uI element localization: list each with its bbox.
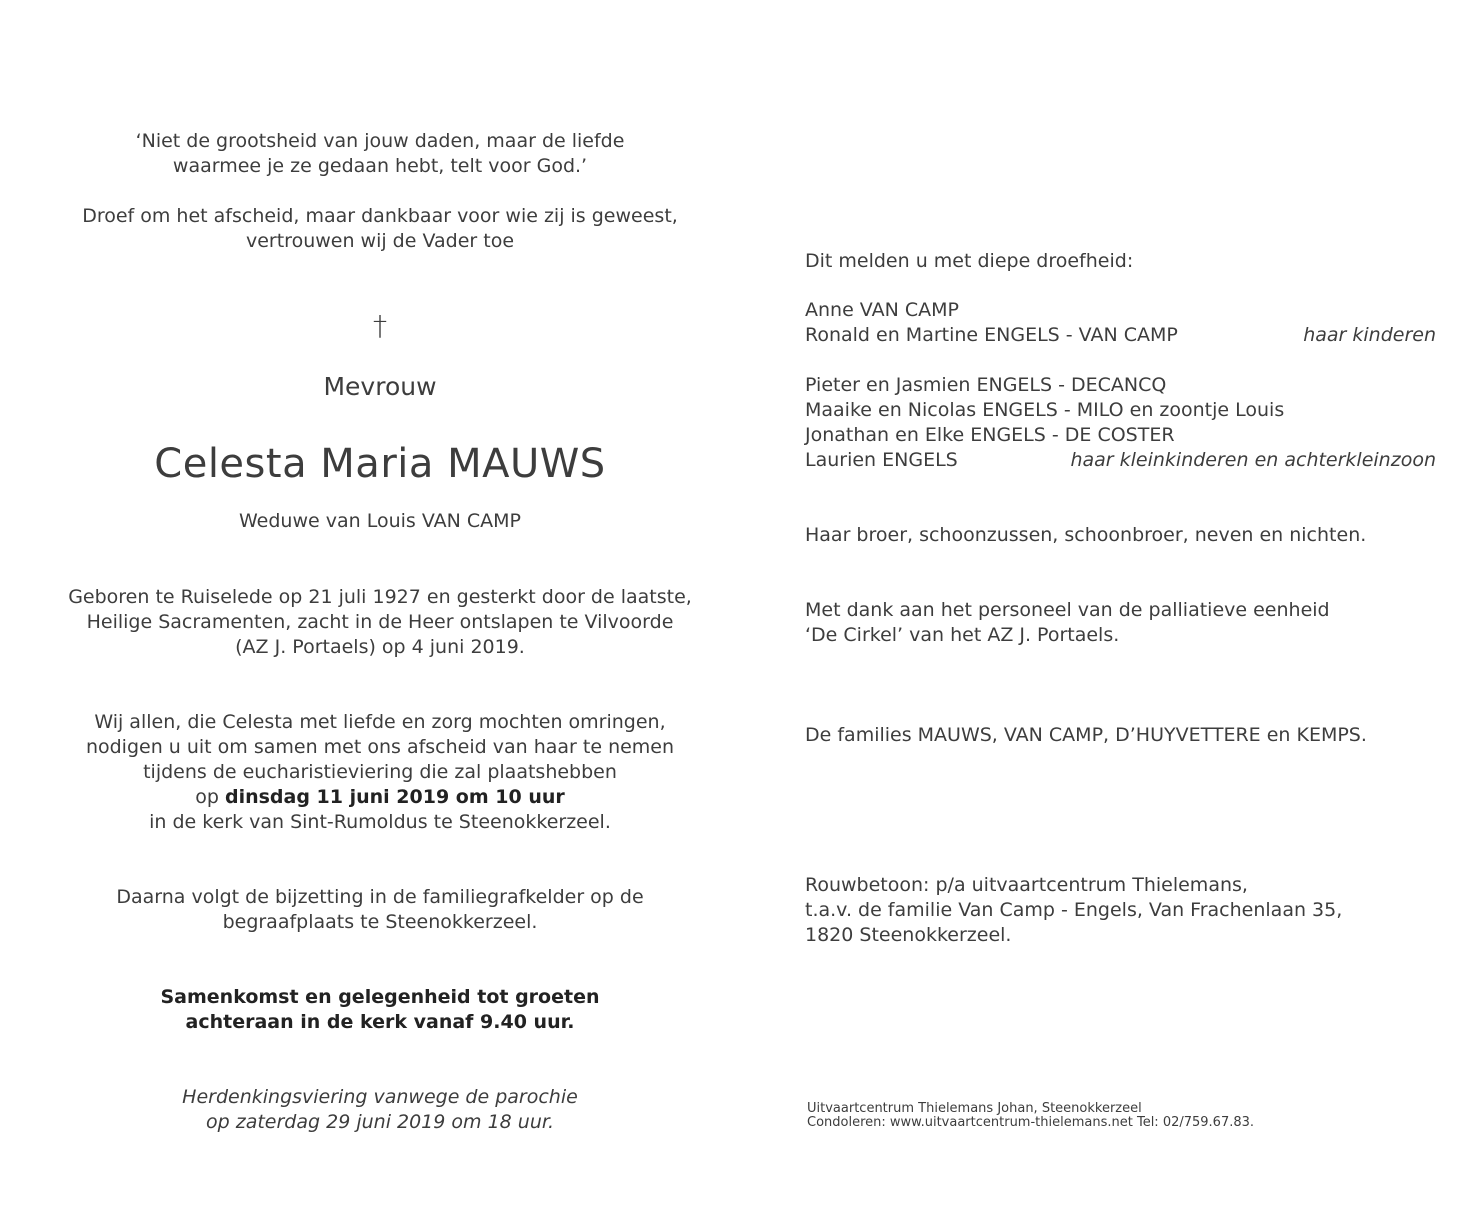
intro-line: vertrouwen wij de Vader toe <box>245 230 515 252</box>
memorial-line: op zaterdag 29 juni 2019 om 18 uur. <box>206 1111 554 1133</box>
families-line: De families MAUWS, VAN CAMP, D’HUYVETTERE en KEMPS. <box>805 724 1367 746</box>
invitation-line: tijdens de eucharistieviering die zal plaatshebben <box>143 761 617 783</box>
thanks-block <box>805 598 1445 648</box>
announcement: Dit melden u met diepe droefheid: <box>805 250 1134 272</box>
memorial-block <box>40 1085 720 1135</box>
family-member: Laurien ENGELS <box>805 449 958 471</box>
footer-block <box>807 1102 1447 1130</box>
birth-line: (AZ J. Portaels) op 4 juni 2019. <box>235 636 525 658</box>
honorific: Mevrouw <box>323 372 437 401</box>
intro-line: Droef om het afscheid, maar dankbaar voor wie zij is geweest, <box>82 205 678 227</box>
gathering-line: Samenkomst en gelegenheid tot groeten <box>160 986 600 1008</box>
children-role: haar kinderen <box>1303 324 1436 346</box>
gathering-block <box>40 985 720 1035</box>
burial-line: Daarna volgt de bijzetting in de familiegrafkelder op de <box>116 886 644 908</box>
address-line: t.a.v. de familie Van Camp - Engels, Van Frachenlaan 35, <box>805 899 1343 921</box>
footer-line: Uitvaartcentrum Thielemans Johan, Steenokkerzeel <box>807 1101 1142 1116</box>
family-member: Jonathan en Elke ENGELS - DE COSTER <box>805 424 1175 446</box>
grandchildren-block <box>805 373 1445 473</box>
deceased-name: Celesta Maria MAUWS <box>154 441 606 487</box>
invitation-place: in de kerk van Sint-Rumoldus te Steenokkerzeel. <box>149 811 611 833</box>
family-member: Ronald en Martine ENGELS - VAN CAMP <box>805 324 1178 346</box>
burial-block <box>40 885 720 935</box>
birth-line: Geboren te Ruiselede op 21 juli 1927 en gesterkt door de laatste, <box>68 586 692 608</box>
address-line: 1820 Steenokkerzeel. <box>805 924 1012 946</box>
birth-line: Heilige Sacramenten, zacht in de Heer ontslapen te Vilvoorde <box>86 611 674 633</box>
widow-line: Weduwe van Louis VAN CAMP <box>239 510 521 532</box>
gathering-line: achteraan in de kerk vanaf 9.40 uur. <box>185 1011 575 1033</box>
relatives-line: Haar broer, schoonzussen, schoonbroer, neven en nichten. <box>805 524 1367 546</box>
address-line: Rouwbetoon: p/a uitvaartcentrum Thielemans, <box>805 874 1248 896</box>
family-member: Anne VAN CAMP <box>805 299 959 321</box>
ceremony-date: dinsdag 11 juni 2019 om 10 uur <box>224 786 565 808</box>
invitation-op: op <box>195 786 219 808</box>
children-block <box>805 298 1445 348</box>
invitation-block <box>40 710 720 835</box>
quote-block <box>40 129 720 179</box>
memorial-line: Herdenkingsviering vanwege de parochie <box>182 1086 578 1108</box>
family-member: Pieter en Jasmien ENGELS - DECANCQ <box>805 374 1167 396</box>
cross-icon: † <box>373 309 387 342</box>
family-member-row <box>805 448 1445 473</box>
family-member-row <box>805 323 1445 348</box>
thanks-line: Met dank aan het personeel van de palliatieve eenheid <box>805 599 1330 621</box>
grandchildren-role: haar kleinkinderen en achterkleinzoon <box>1070 449 1436 471</box>
invitation-line: nodigen u uit om samen met ons afscheid van haar te nemen <box>85 736 675 758</box>
family-member: Maaike en Nicolas ENGELS - MILO en zoontje Louis <box>805 399 1285 421</box>
invitation-line: Wij allen, die Celesta met liefde en zorg mochten omringen, <box>94 711 666 733</box>
invitation-date-line <box>40 785 720 810</box>
birth-death-block <box>40 585 720 660</box>
condolence-address-block <box>805 873 1445 948</box>
quote-line: waarmee je ze gedaan hebt, telt voor God.’ <box>172 155 588 177</box>
footer-line: Condoleren: www.uitvaartcentrum-thielemans.net Tel: 02/759.67.83. <box>807 1115 1255 1130</box>
quote-line: ‘Niet de grootsheid van jouw daden, maar de liefde <box>135 130 625 152</box>
thanks-line: ‘De Cirkel’ van het AZ J. Portaels. <box>805 624 1120 646</box>
intro-block <box>40 204 720 254</box>
burial-line: begraafplaats te Steenokkerzeel. <box>222 911 538 933</box>
